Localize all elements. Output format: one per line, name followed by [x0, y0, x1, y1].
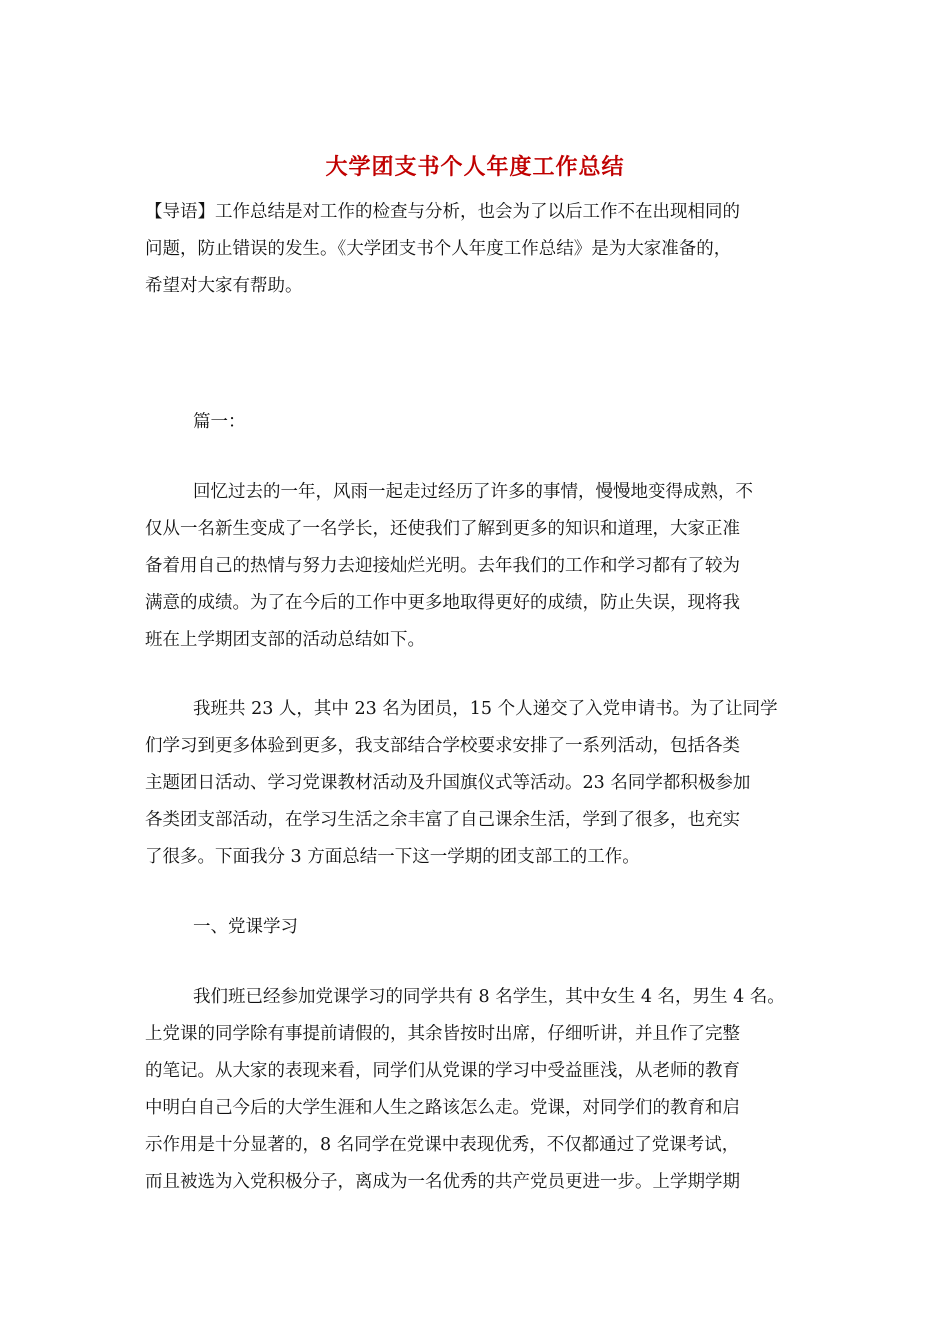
paragraph-line: 回忆过去的一年，风雨一起走过经历了许多的事情，慢慢地变得成熟，不 — [193, 482, 753, 502]
paragraph-1 — [145, 474, 805, 659]
paragraph-line: 了很多。下面我分 3 方面总结一下这一学期的团支部工的工作。 — [145, 847, 640, 867]
paragraph-line: 而且被选为入党积极分子，离成为一名优秀的共产党员更进一步。上学期学期 — [145, 1172, 740, 1192]
intro-line: 【导语】工作总结是对工作的检查与分析，也会为了以后工作不在出现相同的 — [145, 202, 740, 222]
paragraph-line: 满意的成绩。为了在今后的工作中更多地取得更好的成绩，防止失误，现将我 — [145, 593, 740, 613]
paragraph-line: 班在上学期团支部的活动总结如下。 — [145, 630, 425, 650]
paragraph-line: 上党课的同学除有事提前请假的，其余皆按时出席，仔细听讲，并且作了完整 — [145, 1024, 740, 1044]
paragraph-line: 仅从一名新生变成了一名学长，还使我们了解到更多的知识和道理，大家正准 — [145, 519, 740, 539]
paragraph-3 — [145, 979, 805, 1201]
paragraph-line: 们学习到更多体验到更多，我支部结合学校要求安排了一系列活动，包括各类 — [145, 736, 740, 756]
paragraph-2 — [145, 691, 805, 876]
paragraph-line: 示作用是十分显著的，8 名同学在党课中表现优秀，不仅都通过了党课考试， — [145, 1135, 740, 1155]
heading-text: 一、党课学习 — [193, 917, 298, 937]
paragraph-line: 备着用自己的热情与努力去迎接灿烂光明。去年我们的工作和学习都有了较为 — [145, 556, 740, 576]
paragraph-line: 主题团日活动、学习党课教材活动及升国旗仪式等活动。23 名同学都积极参加 — [145, 773, 751, 793]
intro-line: 希望对大家有帮助。 — [145, 276, 303, 296]
paragraph-line: 的笔记。从大家的表现来看，同学们从党课的学习中受益匪浅，从老师的教育 — [145, 1061, 740, 1081]
section-label-text: 篇一： — [193, 412, 246, 432]
paragraph-line: 各类团支部活动，在学习生活之余丰富了自己课余生活，学到了很多，也充实 — [145, 810, 740, 830]
paragraph-line: 我班共 23 人，其中 23 名为团员，15 个人递交了入党申请书。为了让同学 — [193, 699, 778, 719]
document-title: 大学团支书个人年度工作总结 — [325, 154, 625, 180]
section-label — [145, 404, 805, 441]
paragraph-line: 中明白自己今后的大学生涯和人生之路该怎么走。党课，对同学们的教育和启 — [145, 1098, 740, 1118]
heading-party-course — [145, 909, 805, 946]
paragraph-line: 我们班已经参加党课学习的同学共有 8 名学生，其中女生 4 名，男生 4 名。 — [193, 987, 785, 1007]
intro-line: 问题，防止错误的发生。《大学团支书个人年度工作总结》是为大家准备的， — [145, 239, 732, 259]
intro-paragraph — [145, 194, 805, 305]
